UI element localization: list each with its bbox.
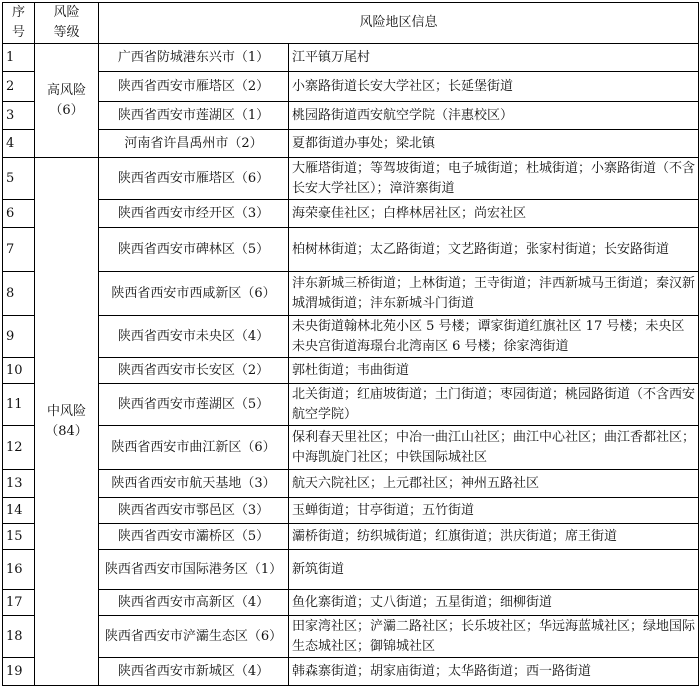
row-number: 14 — [3, 498, 35, 524]
table-row — [3, 658, 699, 686]
table-row — [3, 272, 699, 316]
row-number: 10 — [3, 358, 35, 384]
row-number: 11 — [3, 384, 35, 426]
level-medium-cell — [35, 158, 99, 686]
region-cell: 陕西省西安市曲江新区（6） — [99, 426, 289, 470]
info-cell: 未央街道翰林北苑小区 5 号楼；谭家街道红旗社区 17 号楼；未央区未央宫街道海璟台北湾南区 6 号楼；徐家湾街道 — [289, 316, 699, 358]
info-cell: 大雁塔街道；等驾坡街道；电子城街道；杜城街道；小寨路街道（不含长安大学社区）；漳浒寨街道 — [289, 158, 699, 200]
header-risk-level — [35, 3, 99, 44]
region-cell: 陕西省西安市莲湖区（5） — [99, 384, 289, 426]
info-cell: 夏都街道办事处；梁北镇 — [289, 130, 699, 158]
table-row — [3, 228, 699, 272]
table-row — [3, 72, 699, 102]
info-cell: 田家湾社区；浐灞二路社区；长乐坡社区；华远海蓝城社区；绿地国际生态城社区；御锦城社区 — [289, 616, 699, 658]
info-cell: 保利春天里社区；中冶一曲江山社区；曲江中心社区；曲江香都社区；中海凯旋门社区；中铁国际城社区 — [289, 426, 699, 470]
region-cell: 陕西省西安市雁塔区（6） — [99, 158, 289, 200]
region-cell: 河南省许昌禹州市（2） — [99, 130, 289, 158]
info-cell: 北关街道；红庙坡街道；土门街道；枣园街道；桃园路街道（不含西安航空学院） — [289, 384, 699, 426]
info-cell: 玉蝉街道；甘亭街道；五竹街道 — [289, 498, 699, 524]
info-cell: 海荣豪佳社区；白桦林居社区；尚宏社区 — [289, 200, 699, 228]
region-cell: 广西省防城港东兴市（1） — [99, 44, 289, 72]
region-cell: 陕西省西安市国际港务区（1） — [99, 550, 289, 590]
header-level-line2: 等级 — [53, 25, 80, 40]
region-cell: 陕西省西安市高新区（4） — [99, 590, 289, 616]
row-number: 19 — [3, 658, 35, 686]
header-serial-number — [3, 3, 35, 44]
table-row — [3, 426, 699, 470]
info-cell: 桃园路街道西安航空学院（沣惠校区） — [289, 102, 699, 130]
info-cell: 新筑街道 — [289, 550, 699, 590]
region-cell: 陕西省西安市长安区（2） — [99, 358, 289, 384]
table-row — [3, 384, 699, 426]
row-number: 3 — [3, 102, 35, 130]
row-number: 5 — [3, 158, 35, 200]
info-cell: 郭杜街道；韦曲街道 — [289, 358, 699, 384]
table-row — [3, 616, 699, 658]
level-high-name: 高风险 — [46, 82, 86, 98]
region-cell: 陕西省西安市未央区（4） — [99, 316, 289, 358]
row-number: 18 — [3, 616, 35, 658]
table-row — [3, 590, 699, 616]
header-serial-line1: 序 — [11, 5, 25, 20]
row-number: 2 — [3, 72, 35, 102]
row-number: 1 — [3, 44, 35, 72]
risk-area-table — [2, 2, 699, 686]
row-number: 9 — [3, 316, 35, 358]
row-number: 4 — [3, 130, 35, 158]
table-row — [3, 102, 699, 130]
table-row — [3, 550, 699, 590]
table-row — [3, 524, 699, 550]
info-cell: 小寨路街道长安大学社区；长延堡街道 — [289, 72, 699, 102]
header-level-line1: 风险 — [53, 5, 80, 20]
info-cell: 江平镇万尾村 — [289, 44, 699, 72]
row-number: 8 — [3, 272, 35, 316]
region-cell: 陕西省西安市雁塔区（2） — [99, 72, 289, 102]
header-serial-line2: 号 — [11, 25, 25, 40]
region-cell: 陕西省西安市浐灞生态区（6） — [99, 616, 289, 658]
info-cell: 航天六院社区；上元郡社区；神州五路社区 — [289, 470, 699, 498]
table-row — [3, 44, 699, 72]
table-row — [3, 358, 699, 384]
region-cell: 陕西省西安市鄠邑区（3） — [99, 498, 289, 524]
table-header-row — [3, 3, 699, 44]
header-risk-area-info: 风险地区信息 — [99, 3, 699, 44]
level-medium-count: （84） — [45, 423, 88, 439]
region-cell: 陕西省西安市经开区（3） — [99, 200, 289, 228]
region-cell: 陕西省西安市新城区（4） — [99, 658, 289, 686]
info-cell: 柏树林街道；太乙路街道；文艺路街道；张家村街道；长安路街道 — [289, 228, 699, 272]
table-row — [3, 498, 699, 524]
info-cell: 韩森寨街道；胡家庙街道；太华路街道；西一路街道 — [289, 658, 699, 686]
region-cell: 陕西省西安市航天基地（3） — [99, 470, 289, 498]
row-number: 6 — [3, 200, 35, 228]
info-cell: 灞桥街道；纺织城街道；红旗街道；洪庆街道；席王街道 — [289, 524, 699, 550]
region-cell: 陕西省西安市莲湖区（1） — [99, 102, 289, 130]
table-row — [3, 130, 699, 158]
table-row — [3, 158, 699, 200]
table-row — [3, 316, 699, 358]
row-number: 17 — [3, 590, 35, 616]
row-number: 13 — [3, 470, 35, 498]
region-cell: 陕西省西安市碑林区（5） — [99, 228, 289, 272]
level-high-count: （6） — [49, 102, 84, 118]
row-number: 12 — [3, 426, 35, 470]
row-number: 16 — [3, 550, 35, 590]
table-row — [3, 200, 699, 228]
table-row — [3, 470, 699, 498]
row-number: 15 — [3, 524, 35, 550]
region-cell: 陕西省西安市西咸新区（6） — [99, 272, 289, 316]
info-cell: 沣东新城三桥街道；上林街道；王寺街道；沣西新城马王街道；秦汉新城渭城街道；沣东新城斗门街道 — [289, 272, 699, 316]
level-high-cell — [35, 44, 99, 158]
region-cell: 陕西省西安市灞桥区（5） — [99, 524, 289, 550]
row-number: 7 — [3, 228, 35, 272]
level-medium-name: 中风险 — [46, 403, 86, 419]
info-cell: 鱼化寨街道；丈八街道；五星街道；细柳街道 — [289, 590, 699, 616]
